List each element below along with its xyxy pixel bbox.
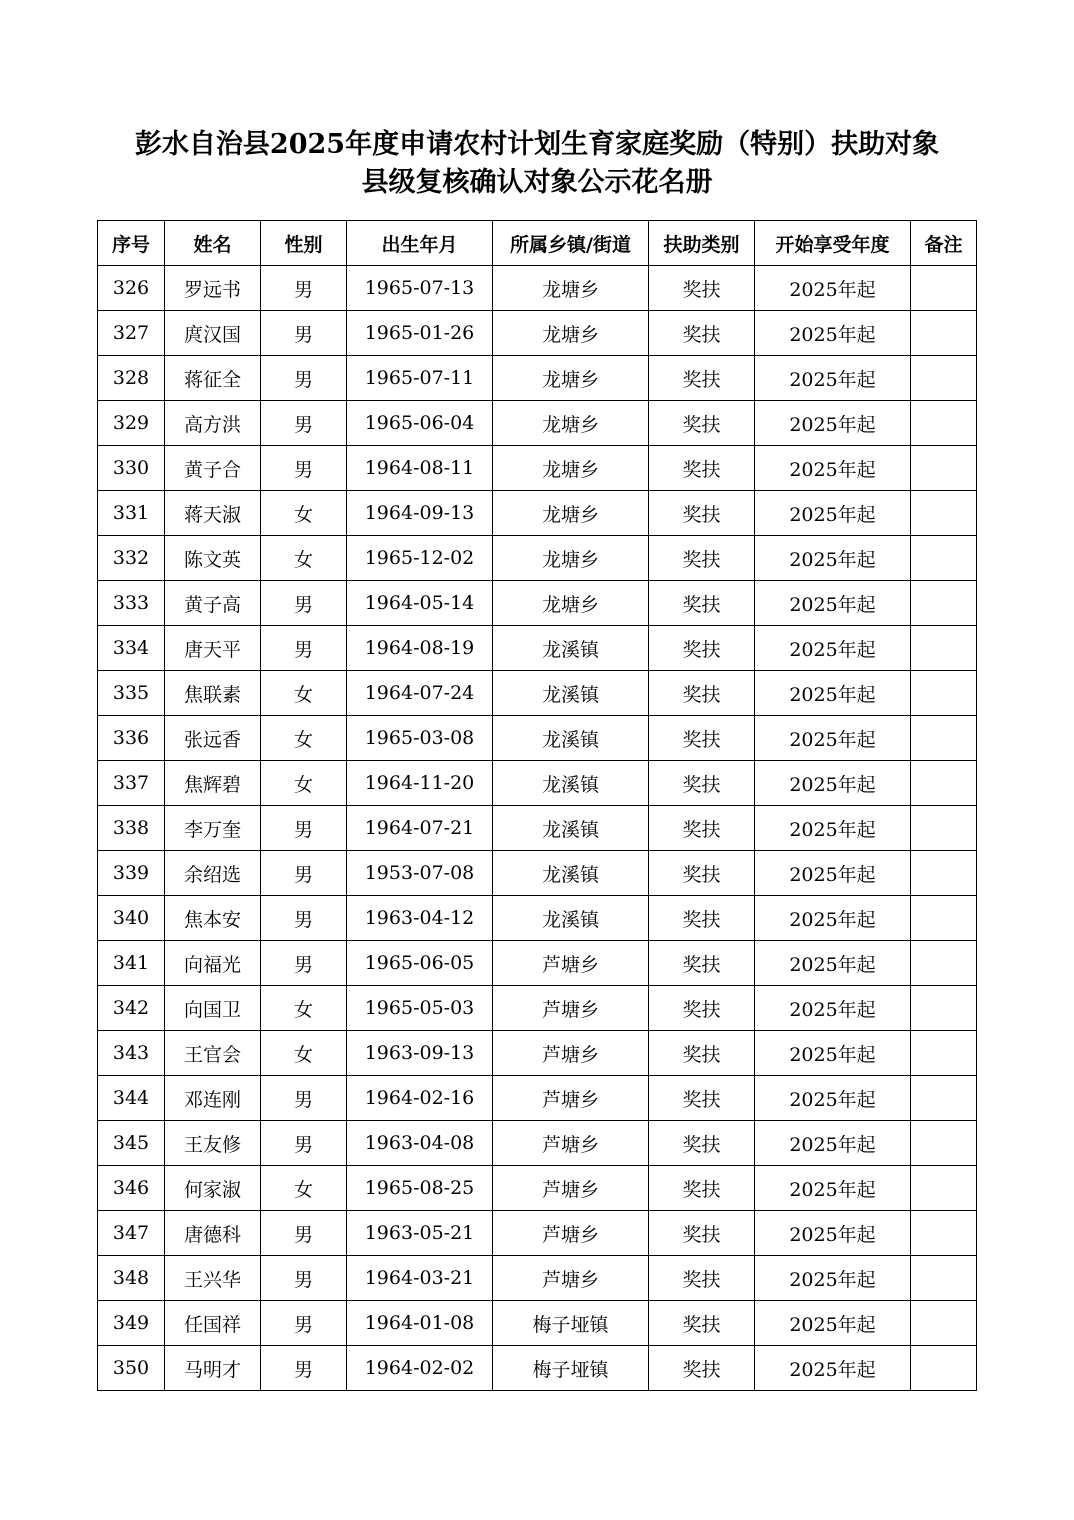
aid-category-cell: 奖扶 <box>649 401 755 446</box>
remarks-cell <box>911 626 977 671</box>
remarks-cell <box>911 446 977 491</box>
start-year-cell: 2025年起 <box>755 1031 911 1076</box>
serial-cell: 341 <box>98 941 165 986</box>
remarks-cell <box>911 761 977 806</box>
gender-cell: 男 <box>261 1211 347 1256</box>
remarks-cell <box>911 536 977 581</box>
aid-category-cell: 奖扶 <box>649 1166 755 1211</box>
gender-cell: 男 <box>261 356 347 401</box>
name-cell: 庹汉国 <box>165 311 261 356</box>
serial-cell: 349 <box>98 1301 165 1346</box>
start-year-cell: 2025年起 <box>755 446 911 491</box>
header-remarks: 备注 <box>911 221 977 266</box>
township-cell: 龙塘乡 <box>493 491 649 536</box>
township-cell: 龙塘乡 <box>493 356 649 401</box>
serial-cell: 333 <box>98 581 165 626</box>
name-cell: 蒋天淑 <box>165 491 261 536</box>
township-cell: 龙溪镇 <box>493 851 649 896</box>
gender-cell: 男 <box>261 1301 347 1346</box>
remarks-cell <box>911 1076 977 1121</box>
table-row <box>98 761 977 806</box>
start-year-cell: 2025年起 <box>755 1076 911 1121</box>
remarks-cell <box>911 1301 977 1346</box>
table-header-row <box>98 221 977 266</box>
aid-category-cell: 奖扶 <box>649 1301 755 1346</box>
birth-date-cell: 1965-07-13 <box>347 266 493 311</box>
gender-cell: 女 <box>261 716 347 761</box>
remarks-cell <box>911 311 977 356</box>
birth-date-cell: 1964-02-02 <box>347 1346 493 1391</box>
remarks-cell <box>911 401 977 446</box>
aid-category-cell: 奖扶 <box>649 986 755 1031</box>
township-cell: 芦塘乡 <box>493 1076 649 1121</box>
table-row <box>98 1166 977 1211</box>
header-birth-date: 出生年月 <box>347 221 493 266</box>
gender-cell: 女 <box>261 761 347 806</box>
start-year-cell: 2025年起 <box>755 851 911 896</box>
township-cell: 龙溪镇 <box>493 716 649 761</box>
gender-cell: 男 <box>261 311 347 356</box>
serial-cell: 347 <box>98 1211 165 1256</box>
start-year-cell: 2025年起 <box>755 536 911 581</box>
table-row <box>98 536 977 581</box>
serial-cell: 337 <box>98 761 165 806</box>
gender-cell: 女 <box>261 491 347 536</box>
table-row <box>98 1121 977 1166</box>
start-year-cell: 2025年起 <box>755 581 911 626</box>
header-gender: 性别 <box>261 221 347 266</box>
gender-cell: 男 <box>261 581 347 626</box>
aid-category-cell: 奖扶 <box>649 671 755 716</box>
start-year-cell: 2025年起 <box>755 266 911 311</box>
serial-cell: 330 <box>98 446 165 491</box>
aid-category-cell: 奖扶 <box>649 716 755 761</box>
remarks-cell <box>911 266 977 311</box>
aid-category-cell: 奖扶 <box>649 1121 755 1166</box>
serial-cell: 326 <box>98 266 165 311</box>
gender-cell: 男 <box>261 1121 347 1166</box>
table-row <box>98 1031 977 1076</box>
name-cell: 李万奎 <box>165 806 261 851</box>
birth-date-cell: 1964-02-16 <box>347 1076 493 1121</box>
name-cell: 王友修 <box>165 1121 261 1166</box>
township-cell: 龙塘乡 <box>493 401 649 446</box>
township-cell: 龙塘乡 <box>493 311 649 356</box>
start-year-cell: 2025年起 <box>755 311 911 356</box>
township-cell: 芦塘乡 <box>493 1121 649 1166</box>
table-row <box>98 401 977 446</box>
birth-date-cell: 1963-05-21 <box>347 1211 493 1256</box>
header-start-year: 开始享受年度 <box>755 221 911 266</box>
gender-cell: 女 <box>261 1166 347 1211</box>
name-cell: 任国祥 <box>165 1301 261 1346</box>
remarks-cell <box>911 896 977 941</box>
birth-date-cell: 1965-03-08 <box>347 716 493 761</box>
name-cell: 黄子高 <box>165 581 261 626</box>
gender-cell: 男 <box>261 941 347 986</box>
township-cell: 芦塘乡 <box>493 941 649 986</box>
aid-category-cell: 奖扶 <box>649 356 755 401</box>
birth-date-cell: 1965-08-25 <box>347 1166 493 1211</box>
start-year-cell: 2025年起 <box>755 806 911 851</box>
roster-table <box>97 220 977 1391</box>
aid-category-cell: 奖扶 <box>649 626 755 671</box>
aid-category-cell: 奖扶 <box>649 1346 755 1391</box>
name-cell: 王兴华 <box>165 1256 261 1301</box>
name-cell: 焦联素 <box>165 671 261 716</box>
birth-date-cell: 1964-05-14 <box>347 581 493 626</box>
table-row <box>98 581 977 626</box>
gender-cell: 女 <box>261 671 347 716</box>
birth-date-cell: 1965-05-03 <box>347 986 493 1031</box>
gender-cell: 男 <box>261 446 347 491</box>
township-cell: 龙塘乡 <box>493 581 649 626</box>
start-year-cell: 2025年起 <box>755 1121 911 1166</box>
aid-category-cell: 奖扶 <box>649 491 755 536</box>
start-year-cell: 2025年起 <box>755 941 911 986</box>
aid-category-cell: 奖扶 <box>649 536 755 581</box>
table-row <box>98 491 977 536</box>
gender-cell: 男 <box>261 1256 347 1301</box>
serial-cell: 344 <box>98 1076 165 1121</box>
name-cell: 黄子合 <box>165 446 261 491</box>
serial-cell: 342 <box>98 986 165 1031</box>
serial-cell: 350 <box>98 1346 165 1391</box>
birth-date-cell: 1963-04-08 <box>347 1121 493 1166</box>
start-year-cell: 2025年起 <box>755 671 911 716</box>
table-row <box>98 896 977 941</box>
serial-cell: 328 <box>98 356 165 401</box>
table-row <box>98 671 977 716</box>
township-cell: 龙塘乡 <box>493 266 649 311</box>
gender-cell: 男 <box>261 851 347 896</box>
remarks-cell <box>911 1121 977 1166</box>
serial-cell: 329 <box>98 401 165 446</box>
table-row <box>98 1346 977 1391</box>
table-row <box>98 266 977 311</box>
aid-category-cell: 奖扶 <box>649 311 755 356</box>
gender-cell: 男 <box>261 266 347 311</box>
birth-date-cell: 1964-03-21 <box>347 1256 493 1301</box>
start-year-cell: 2025年起 <box>755 761 911 806</box>
gender-cell: 女 <box>261 986 347 1031</box>
birth-date-cell: 1964-11-20 <box>347 761 493 806</box>
aid-category-cell: 奖扶 <box>649 1211 755 1256</box>
table-row <box>98 1211 977 1256</box>
table-row <box>98 986 977 1031</box>
serial-cell: 343 <box>98 1031 165 1076</box>
remarks-cell <box>911 581 977 626</box>
name-cell: 焦本安 <box>165 896 261 941</box>
remarks-cell <box>911 1031 977 1076</box>
remarks-cell <box>911 491 977 536</box>
birth-date-cell: 1965-06-05 <box>347 941 493 986</box>
start-year-cell: 2025年起 <box>755 1166 911 1211</box>
start-year-cell: 2025年起 <box>755 1301 911 1346</box>
name-cell: 邓连刚 <box>165 1076 261 1121</box>
birth-date-cell: 1953-07-08 <box>347 851 493 896</box>
serial-cell: 346 <box>98 1166 165 1211</box>
birth-date-cell: 1964-07-24 <box>347 671 493 716</box>
township-cell: 芦塘乡 <box>493 986 649 1031</box>
header-aid-category: 扶助类别 <box>649 221 755 266</box>
table-row <box>98 806 977 851</box>
start-year-cell: 2025年起 <box>755 896 911 941</box>
aid-category-cell: 奖扶 <box>649 581 755 626</box>
name-cell: 何家淑 <box>165 1166 261 1211</box>
remarks-cell <box>911 671 977 716</box>
aid-category-cell: 奖扶 <box>649 851 755 896</box>
birth-date-cell: 1964-09-13 <box>347 491 493 536</box>
aid-category-cell: 奖扶 <box>649 761 755 806</box>
serial-cell: 332 <box>98 536 165 581</box>
remarks-cell <box>911 986 977 1031</box>
birth-date-cell: 1965-12-02 <box>347 536 493 581</box>
name-cell: 焦辉碧 <box>165 761 261 806</box>
birth-date-cell: 1965-07-11 <box>347 356 493 401</box>
remarks-cell <box>911 1166 977 1211</box>
aid-category-cell: 奖扶 <box>649 1256 755 1301</box>
serial-cell: 338 <box>98 806 165 851</box>
gender-cell: 男 <box>261 1076 347 1121</box>
birth-date-cell: 1965-06-04 <box>347 401 493 446</box>
township-cell: 芦塘乡 <box>493 1211 649 1256</box>
serial-cell: 348 <box>98 1256 165 1301</box>
gender-cell: 男 <box>261 626 347 671</box>
name-cell: 向国卫 <box>165 986 261 1031</box>
document-title <box>0 126 1074 202</box>
title-line-1: 彭水自治县2025年度申请农村计划生育家庭奖励（特别）扶助对象 <box>134 129 940 160</box>
name-cell: 高方洪 <box>165 401 261 446</box>
table-row <box>98 1301 977 1346</box>
table-row <box>98 716 977 761</box>
township-cell: 芦塘乡 <box>493 1031 649 1076</box>
aid-category-cell: 奖扶 <box>649 446 755 491</box>
birth-date-cell: 1963-09-13 <box>347 1031 493 1076</box>
serial-cell: 327 <box>98 311 165 356</box>
name-cell: 唐德科 <box>165 1211 261 1256</box>
remarks-cell <box>911 1211 977 1256</box>
aid-category-cell: 奖扶 <box>649 941 755 986</box>
birth-date-cell: 1963-04-12 <box>347 896 493 941</box>
table-row <box>98 851 977 896</box>
name-cell: 向福光 <box>165 941 261 986</box>
start-year-cell: 2025年起 <box>755 716 911 761</box>
serial-cell: 340 <box>98 896 165 941</box>
birth-date-cell: 1964-07-21 <box>347 806 493 851</box>
header-serial: 序号 <box>98 221 165 266</box>
township-cell: 龙溪镇 <box>493 671 649 716</box>
remarks-cell <box>911 851 977 896</box>
title-line-2: 县级复核确认对象公示花名册 <box>361 167 713 198</box>
remarks-cell <box>911 806 977 851</box>
remarks-cell <box>911 941 977 986</box>
birth-date-cell: 1965-01-26 <box>347 311 493 356</box>
aid-category-cell: 奖扶 <box>649 266 755 311</box>
township-cell: 龙塘乡 <box>493 536 649 581</box>
gender-cell: 男 <box>261 1346 347 1391</box>
aid-category-cell: 奖扶 <box>649 896 755 941</box>
table-row <box>98 626 977 671</box>
start-year-cell: 2025年起 <box>755 401 911 446</box>
remarks-cell <box>911 356 977 401</box>
remarks-cell <box>911 1346 977 1391</box>
start-year-cell: 2025年起 <box>755 1211 911 1256</box>
serial-cell: 345 <box>98 1121 165 1166</box>
table-body <box>98 266 977 1391</box>
remarks-cell <box>911 716 977 761</box>
name-cell: 陈文英 <box>165 536 261 581</box>
township-cell: 龙塘乡 <box>493 446 649 491</box>
table-row <box>98 1076 977 1121</box>
aid-category-cell: 奖扶 <box>649 1031 755 1076</box>
birth-date-cell: 1964-01-08 <box>347 1301 493 1346</box>
township-cell: 梅子垭镇 <box>493 1346 649 1391</box>
table-row <box>98 446 977 491</box>
township-cell: 芦塘乡 <box>493 1256 649 1301</box>
start-year-cell: 2025年起 <box>755 1346 911 1391</box>
remarks-cell <box>911 1256 977 1301</box>
gender-cell: 男 <box>261 401 347 446</box>
table-row <box>98 941 977 986</box>
start-year-cell: 2025年起 <box>755 1256 911 1301</box>
header-township: 所属乡镇/街道 <box>493 221 649 266</box>
name-cell: 蒋征全 <box>165 356 261 401</box>
table-row <box>98 356 977 401</box>
serial-cell: 334 <box>98 626 165 671</box>
header-name: 姓名 <box>165 221 261 266</box>
gender-cell: 女 <box>261 1031 347 1076</box>
serial-cell: 336 <box>98 716 165 761</box>
start-year-cell: 2025年起 <box>755 626 911 671</box>
aid-category-cell: 奖扶 <box>649 806 755 851</box>
start-year-cell: 2025年起 <box>755 491 911 536</box>
name-cell: 余绍选 <box>165 851 261 896</box>
name-cell: 罗远书 <box>165 266 261 311</box>
table-row <box>98 1256 977 1301</box>
serial-cell: 335 <box>98 671 165 716</box>
name-cell: 马明才 <box>165 1346 261 1391</box>
name-cell: 王官会 <box>165 1031 261 1076</box>
gender-cell: 男 <box>261 896 347 941</box>
township-cell: 龙溪镇 <box>493 626 649 671</box>
table-row <box>98 311 977 356</box>
birth-date-cell: 1964-08-19 <box>347 626 493 671</box>
serial-cell: 339 <box>98 851 165 896</box>
township-cell: 龙溪镇 <box>493 761 649 806</box>
township-cell: 梅子垭镇 <box>493 1301 649 1346</box>
township-cell: 龙溪镇 <box>493 806 649 851</box>
township-cell: 芦塘乡 <box>493 1166 649 1211</box>
start-year-cell: 2025年起 <box>755 986 911 1031</box>
gender-cell: 男 <box>261 806 347 851</box>
serial-cell: 331 <box>98 491 165 536</box>
gender-cell: 女 <box>261 536 347 581</box>
name-cell: 唐天平 <box>165 626 261 671</box>
township-cell: 龙溪镇 <box>493 896 649 941</box>
name-cell: 张远香 <box>165 716 261 761</box>
start-year-cell: 2025年起 <box>755 356 911 401</box>
birth-date-cell: 1964-08-11 <box>347 446 493 491</box>
aid-category-cell: 奖扶 <box>649 1076 755 1121</box>
